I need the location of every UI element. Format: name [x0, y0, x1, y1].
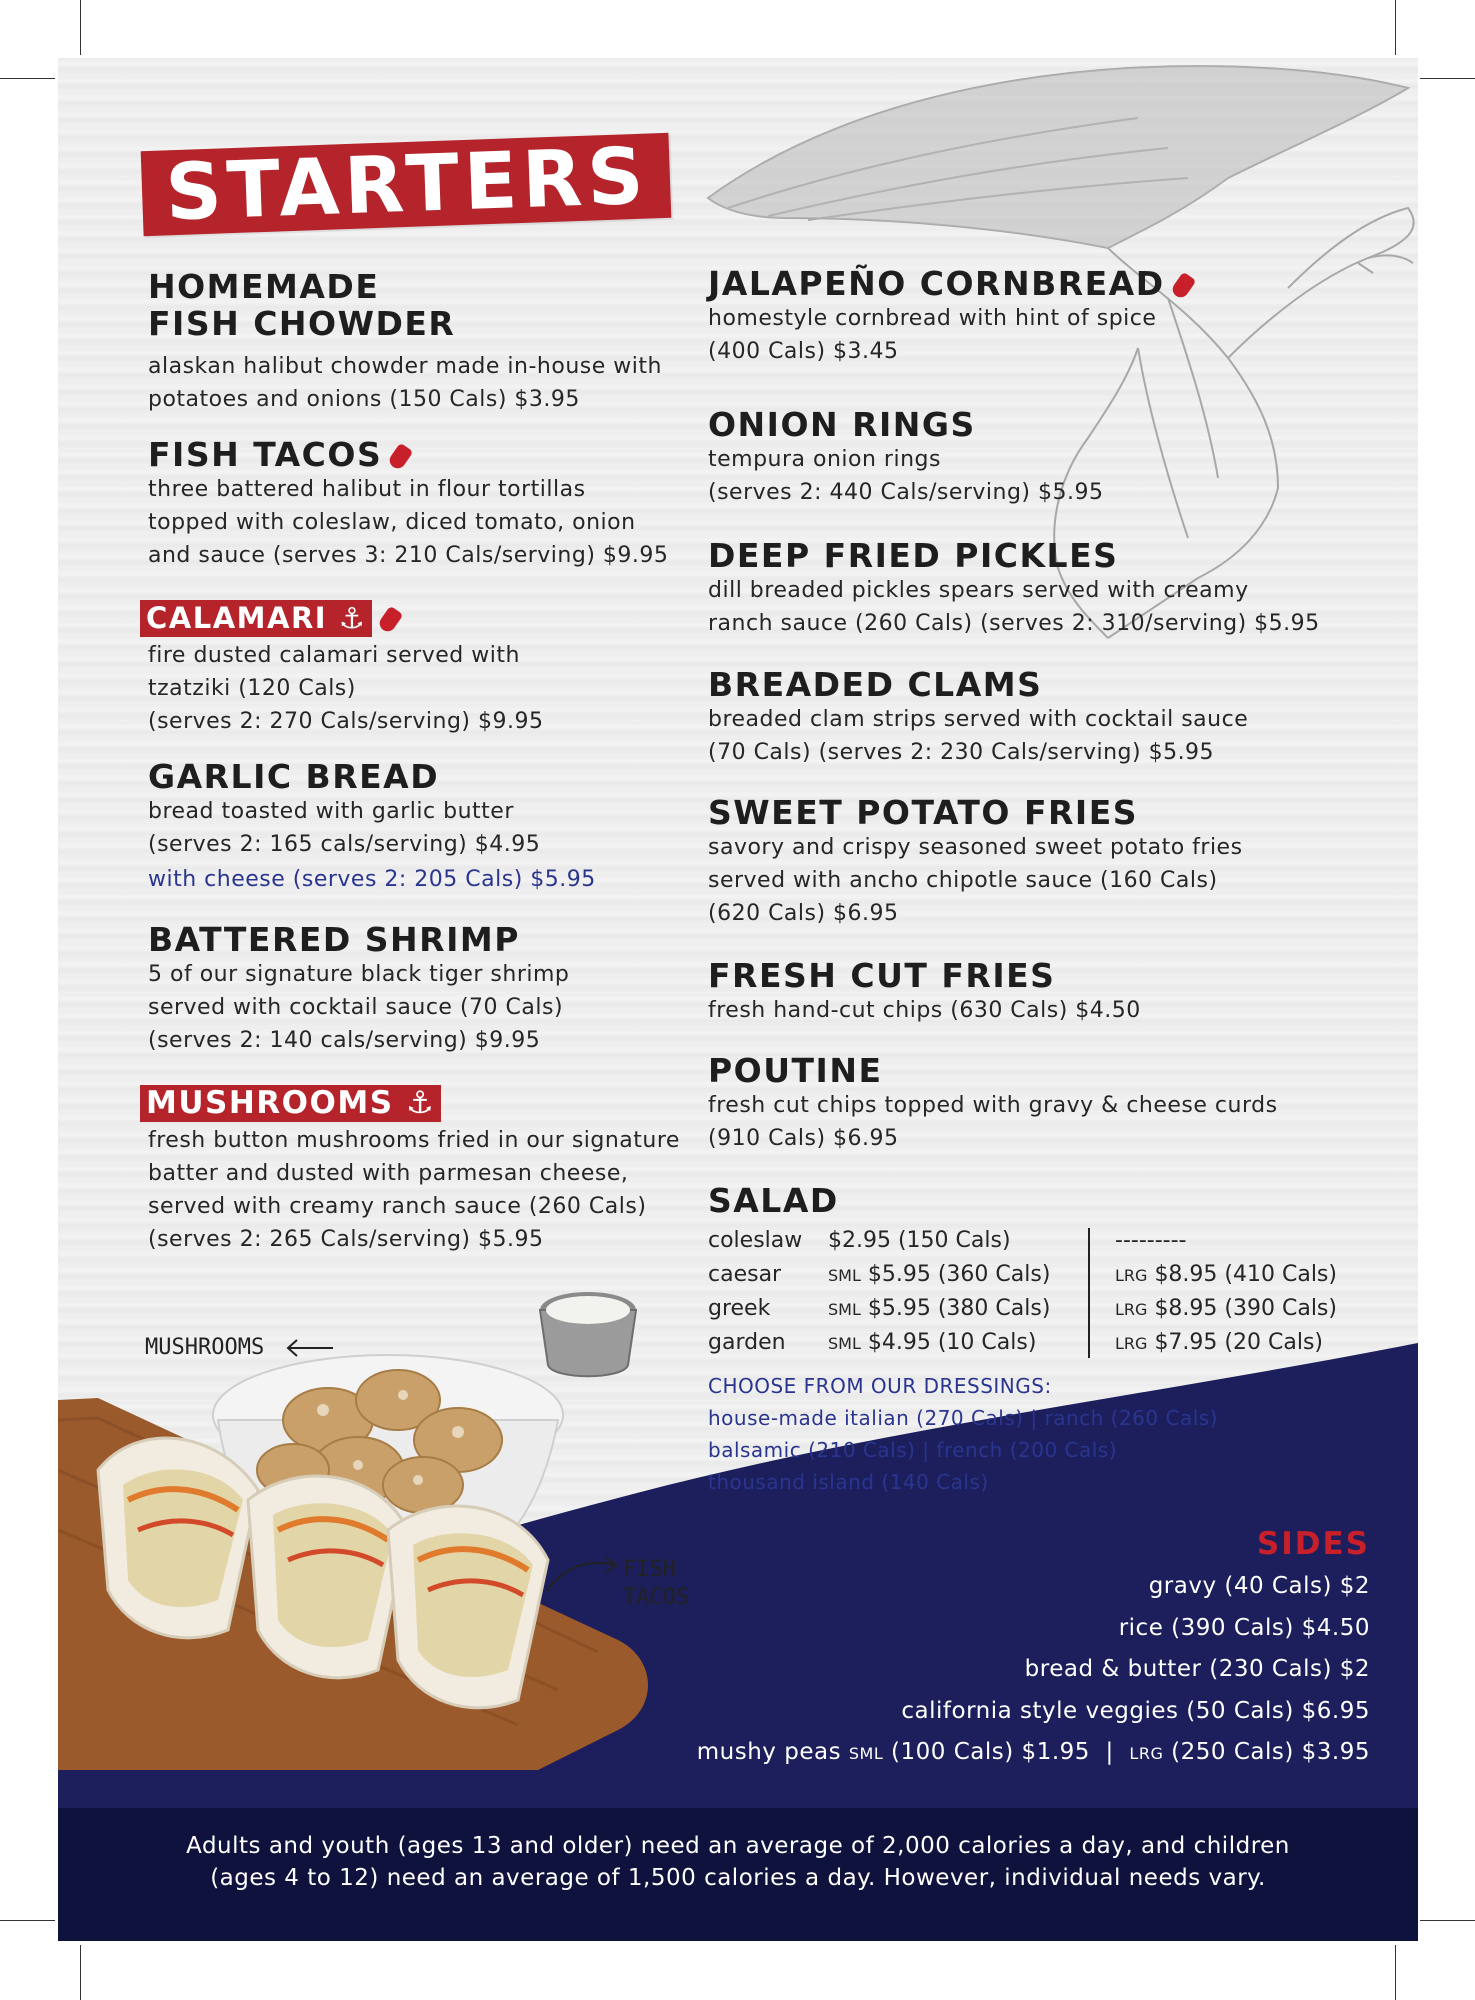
size-label: LRG — [1115, 1334, 1148, 1353]
salad-name: coleslaw — [708, 1228, 803, 1253]
menu-item-sweet-potato-fries — [708, 794, 1243, 930]
page-title: STARTERS — [164, 131, 650, 239]
item-desc: potatoes and onions (150 Cals) $3.95 — [148, 387, 580, 412]
size-label: LRG — [1115, 1300, 1148, 1319]
crop-mark — [80, 1945, 81, 2000]
menu-item-fish-chowder — [148, 268, 662, 416]
item-desc: topped with coleslaw, diced tomato, onion — [148, 510, 636, 535]
dressings-line: balsamic (210 Cals) | french (200 Cals) — [708, 1438, 1118, 1462]
crop-mark — [1395, 1945, 1396, 2000]
size-label: LRG — [1129, 1744, 1164, 1763]
item-name: BREADED CLAMS — [708, 665, 1043, 704]
item-desc: alaskan halibut chowder made in-house with — [148, 354, 662, 379]
salad-large-price: --------- — [1115, 1228, 1187, 1253]
photo-label-mushrooms: MUSHROOMS — [145, 1335, 265, 1360]
item-name: JALAPEÑO CORNBREAD — [708, 264, 1165, 303]
item-desc: and sauce (serves 3: 210 Cals/serving) $9.95 — [148, 543, 669, 568]
item-name: HOMEMADE — [148, 267, 380, 306]
salad-heading — [708, 1182, 839, 1219]
size-label: SML — [828, 1266, 861, 1285]
size-label: SML — [848, 1744, 884, 1763]
size-label: SML — [828, 1300, 861, 1319]
salad-large-price: $7.95 (20 Cals) — [1154, 1330, 1323, 1355]
disclaimer-line: Adults and youth (ages 13 and older) need an average of 2,000 calories a day, and children — [186, 1833, 1290, 1859]
sides-title: SIDES — [1256, 1526, 1370, 1562]
side-item: bread & butter (230 Cals) $2 — [1024, 1656, 1370, 1682]
salad-small-price: $5.95 (380 Cals) — [867, 1296, 1051, 1321]
item-desc: served with creamy ranch sauce (260 Cals) — [148, 1194, 647, 1219]
salad-small-price: $4.95 (10 Cals) — [867, 1330, 1037, 1355]
anchor-icon: ⚓ — [405, 1085, 436, 1121]
item-name: POUTINE — [708, 1051, 883, 1090]
crop-mark — [1420, 1920, 1475, 1921]
arrow-left-icon — [285, 1336, 335, 1360]
crop-mark — [0, 78, 55, 79]
salad-large-price: $8.95 (390 Cals) — [1154, 1296, 1337, 1321]
chili-pepper-icon — [387, 442, 414, 471]
menu-item-onion-rings — [708, 406, 1104, 509]
item-desc: ranch sauce (260 Cals) (serves 2: 310/serving) $5.95 — [708, 611, 1320, 636]
sides-section — [600, 1522, 1370, 1775]
salad-small-price: $5.95 (360 Cals) — [867, 1262, 1051, 1287]
item-desc: tzatziki (120 Cals) — [148, 676, 356, 701]
item-name: ONION RINGS — [708, 405, 976, 444]
side-item: gravy (40 Cals) $2 — [1148, 1573, 1370, 1599]
item-desc: served with ancho chipotle sauce (160 Cals) — [708, 868, 1218, 893]
crop-mark — [0, 1920, 55, 1921]
item-name: FRESH CUT FRIES — [708, 956, 1056, 995]
item-desc: (serves 2: 440 Cals/serving) $5.95 — [708, 480, 1104, 505]
item-desc: dill breaded pickles spears served with creamy — [708, 578, 1249, 603]
item-name: GARLIC BREAD — [148, 757, 440, 796]
dressings-line: house-made italian (270 Cals) | ranch (260 Cals) — [708, 1406, 1218, 1430]
item-desc: 5 of our signature black tiger shrimp — [148, 962, 570, 987]
item-name: SWEET POTATO FRIES — [708, 793, 1139, 832]
item-desc: fresh hand-cut chips (630 Cals) $4.50 — [708, 998, 1141, 1023]
item-desc: (70 Cals) (serves 2: 230 Cals/serving) $5.95 — [708, 740, 1215, 765]
item-extra-option: with cheese (serves 2: 205 Cals) $5.95 — [148, 867, 596, 892]
photo-label-fish: FISH — [623, 1557, 676, 1582]
item-desc: (620 Cals) $6.95 — [708, 901, 899, 926]
item-desc: (910 Cals) $6.95 — [708, 1126, 899, 1151]
menu-item-deep-fried-pickles — [708, 537, 1320, 640]
salad-name: caesar — [708, 1262, 782, 1287]
item-name: MUSHROOMS — [146, 1085, 394, 1121]
side-item-text: mushy peas — [696, 1739, 849, 1765]
item-desc: three battered halibut in flour tortillas — [148, 477, 586, 502]
item-name: FISH TACOS — [148, 435, 383, 474]
item-desc: bread toasted with garlic butter — [148, 799, 514, 824]
menu-item-breaded-clams — [708, 666, 1248, 769]
salad-name: garden — [708, 1330, 786, 1355]
item-name: CALAMARI — [146, 601, 328, 635]
item-desc: batter and dusted with parmesan cheese, — [148, 1161, 629, 1186]
side-item-text: (250 Cals) $3.95 — [1163, 1739, 1370, 1765]
menu-item-fish-tacos — [148, 436, 668, 572]
item-desc: fresh button mushrooms fried in our signature — [148, 1128, 680, 1153]
menu-item-calamari — [140, 600, 544, 738]
side-item: rice (390 Cals) $4.50 — [1118, 1614, 1370, 1641]
item-desc: (serves 2: 140 cals/serving) $9.95 — [148, 1028, 541, 1053]
menu-item-jalapeno-cornbread — [708, 265, 1191, 368]
menu-item-fresh-cut-fries — [708, 957, 1141, 1027]
item-name-line2: FISH CHOWDER — [148, 304, 456, 343]
disclaimer-line: (ages 4 to 12) need an average of 1,500 calories a day. However, individual needs vary. — [210, 1865, 1266, 1891]
size-label: LRG — [1115, 1266, 1148, 1285]
item-desc: tempura onion rings — [708, 447, 941, 472]
salad-large-price: $8.95 (410 Cals) — [1154, 1262, 1337, 1287]
menu-item-mushrooms — [140, 1085, 680, 1256]
item-desc: savory and crispy seasoned sweet potato fries — [708, 835, 1243, 860]
item-desc: fresh cut chips topped with gravy & cheese curds — [708, 1093, 1278, 1118]
dressings-heading: CHOOSE FROM OUR DRESSINGS: — [708, 1374, 1052, 1398]
item-desc: (400 Cals) $3.45 — [708, 339, 899, 364]
menu-item-garlic-bread — [148, 758, 596, 896]
calorie-disclaimer-footer — [58, 1808, 1418, 1941]
side-item-mushy-peas — [600, 1732, 1370, 1775]
item-desc: (serves 2: 270 Cals/serving) $9.95 — [148, 709, 544, 734]
item-desc: breaded clam strips served with cocktail sauce — [708, 707, 1249, 732]
crop-mark — [1395, 0, 1396, 55]
dressings-line: thousand island (140 Cals) — [708, 1470, 989, 1494]
item-name: BATTERED SHRIMP — [148, 920, 520, 959]
side-item: california style veggies (50 Cals) $6.95 — [901, 1697, 1370, 1724]
crop-mark — [80, 0, 81, 55]
chili-pepper-icon — [377, 606, 404, 635]
crop-mark — [1420, 78, 1475, 79]
salad-small-price: $2.95 (150 Cals) — [828, 1228, 1011, 1253]
menu-item-battered-shrimp — [148, 921, 569, 1057]
size-label: SML — [828, 1334, 861, 1353]
item-desc: (serves 2: 165 cals/serving) $4.95 — [148, 832, 541, 857]
salad-title: SALAD — [708, 1181, 839, 1220]
salad-divider — [1088, 1228, 1090, 1358]
side-item-text: (100 Cals) $1.95 | — [883, 1739, 1130, 1765]
item-name: DEEP FRIED PICKLES — [708, 536, 1119, 575]
salad-name: greek — [708, 1296, 771, 1321]
item-desc: served with cocktail sauce (70 Cals) — [148, 995, 564, 1020]
menu-item-poutine — [708, 1052, 1278, 1155]
photo-label-tacos: TACOS — [623, 1585, 690, 1610]
item-desc: homestyle cornbread with hint of spice — [708, 306, 1157, 331]
item-desc: (serves 2: 265 Cals/serving) $5.95 — [148, 1227, 544, 1252]
anchor-icon: ⚓ — [338, 601, 367, 635]
item-desc: fire dusted calamari served with — [148, 643, 520, 668]
